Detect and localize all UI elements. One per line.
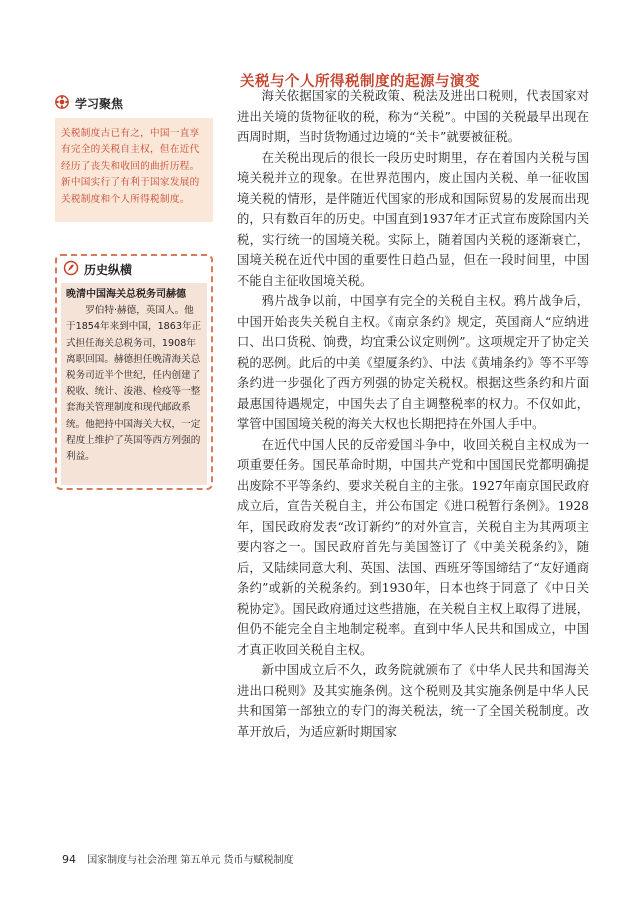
paragraph: 在关税出现后的很长一段历史时期里，存在着国内关税与国境关税并立的现象。在世界范围内，废止国内关税、单一征收国境关税的情形，是伴随近代国家的形成和国际贸易的发展而出现的，只有数百年的历史。中国直到1937年才正式宣布废除国内关税，实行统一的国境关税。实际上，随着国内关税的逐渐衰亡，国境关税在近代中国的重要性日趋凸显，但在一段时间里，中国不能自主征收国境关税。 — [237, 150, 589, 288]
history-sidebar-text: 罗伯特·赫德，英国人。他于1854年来到中国，1863年正式担任海关总税务司，1908年离职回国。赫德担任晚清海关总税务司近半个世纪，任内创建了税收、统计、浚港、检疫等一整套海关管理制度和现代邮政系统。他把持中国海关大权，一定程度上维护了英国等西方列强的利益。 — [66, 305, 202, 463]
page-footer — [62, 851, 294, 866]
history-sidebar-header — [57, 258, 211, 280]
study-focus-text: 关税制度古已有之，中国一直享有完全的关税自主权，但在近代经历了丧失和收回的曲折历程。新中国实行了有利于国家发展的关税制度和个人所得税制度。 — [55, 118, 213, 222]
footer-text: 国家制度与社会治理 第五单元 货币与赋税制度 — [87, 855, 294, 866]
section-title: 关税与个人所得税制度的起源与演变 — [240, 74, 480, 90]
main-text — [237, 86, 589, 742]
history-sidebar-box — [55, 254, 213, 490]
history-sidebar-subtitle: 晚清中国海关总税务司赫德 — [66, 289, 186, 300]
study-focus-header — [55, 93, 213, 113]
history-icon — [63, 260, 79, 279]
paragraph: 鸦片战争以前，中国享有完全的关税自主权。鸦片战争后，中国开始丧失关税自主权。《南京条约》规定，英国商人“应纳进口、出口货税、饷费，均宜秉公议定则例”。这项规定开了协定关税的恶例。此后的中美《望厦条约》、中法《黄埔条约》等不平等条约进一步强化了西方列强的协定关税权。根据这些条约和片面最惠国待遇规定，中国失去了自主调整税率的权力。不仅如此，掌管中国国境关税的海关大权也长期把持在外国人手中。 — [237, 294, 589, 431]
page-number: 94 — [62, 853, 76, 866]
paragraph: 在近代中国人民的反帝爱国斗争中，收回关税自主权成为一项重要任务。国民革命时期，中国共产党和中国国民党都明确提出废除不平等条约、要求关税自主的主张。1927年南京国民政府成立后，宣告关税自主，并公布国定《进口税暂行条例》。1928年，国民政府发表“改订新约”的对外宣言，关税自主为其两项主要内容之一。国民政府首先与美国签订了《中美关税条约》，随后，又陆续同意大利、英国、法国、西班牙等国缔结了“友好通商条约”或新的关税条约。到1930年，日本也终于同意了《中日关税协定》。国民政府通过这些措施，在关税自主权上取得了进展，但仍不能完全自主地制定税率。直到中华人民共和国成立，中国才真正收回关税自主权。 — [237, 437, 589, 657]
study-focus-heading: 学习聚焦 — [75, 96, 124, 111]
paragraph: 新中国成立后不久，政务院就颁布了《中华人民共和国海关进出口税则》及其实施条例。这个税则及其实施条例是中华人民共和国第一部独立的专门的海关税法，统一了全国关税制度。改革开放后，为适应新时期国家 — [237, 663, 589, 739]
history-sidebar-body — [61, 283, 207, 485]
paragraph: 海关依据国家的关税政策、税法及进出口税则，代表国家对进出关境的货物征收的税，称为“关税”。中国的关税最早出现在西周时期，当时货物通过边境的“关卡”就要被征税。 — [237, 89, 589, 144]
flower-icon — [55, 95, 69, 112]
study-focus-box — [55, 93, 213, 225]
history-sidebar-heading: 历史纵横 — [84, 262, 133, 277]
